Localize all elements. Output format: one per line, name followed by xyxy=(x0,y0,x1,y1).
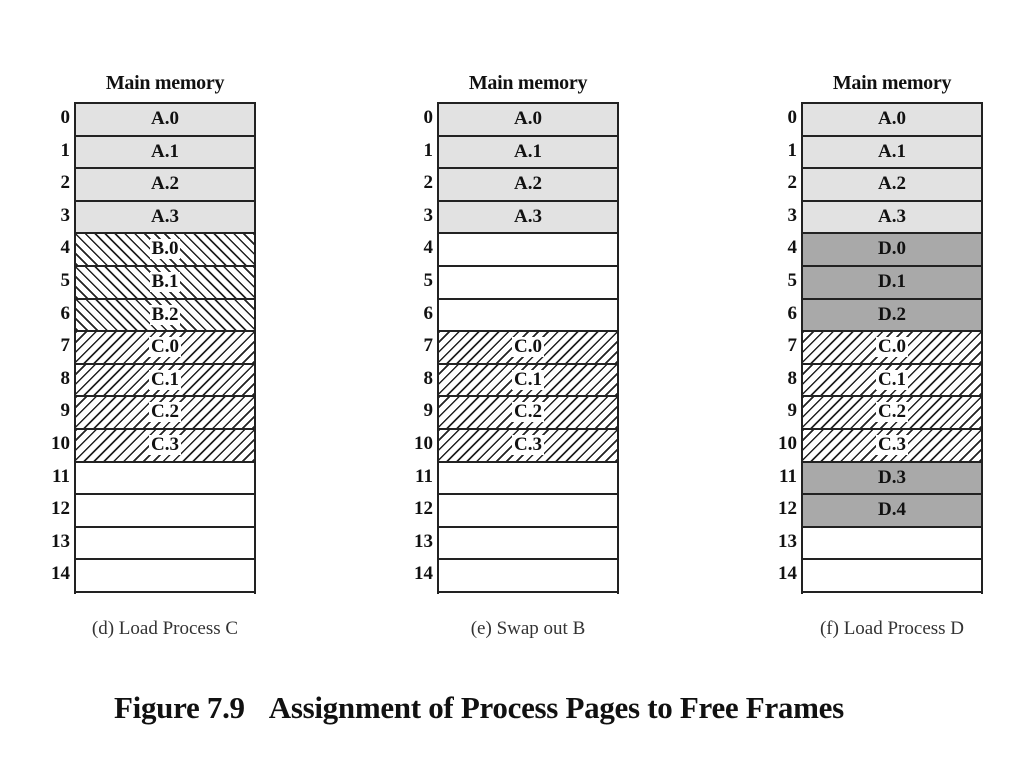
frame-number: 14 xyxy=(778,563,797,585)
page-label: C.0 xyxy=(514,336,542,358)
memory-frame-process-a xyxy=(803,202,981,235)
page-label: A.3 xyxy=(878,205,906,227)
frame-number: 2 xyxy=(60,172,70,194)
memory-frame-stack xyxy=(74,102,256,594)
frame-number: 8 xyxy=(60,367,70,389)
frame-number: 1 xyxy=(60,139,70,161)
page-label: D.3 xyxy=(878,466,906,488)
page-label: A.3 xyxy=(514,205,542,227)
frame-number: 4 xyxy=(60,237,70,259)
memory-frame-process-c xyxy=(76,332,254,365)
frame-number: 3 xyxy=(423,204,433,226)
panel-caption: (f) Load Process D xyxy=(819,618,965,639)
memory-frame-empty xyxy=(76,463,254,496)
frame-number: 0 xyxy=(423,107,433,128)
frame-number: 10 xyxy=(414,432,433,454)
page-label: C.2 xyxy=(514,401,542,423)
frame-number: 2 xyxy=(787,172,797,194)
frame-number-column xyxy=(403,102,433,591)
frame-number: 12 xyxy=(414,498,433,520)
frame-number: 13 xyxy=(778,530,797,552)
memory-frame-process-a xyxy=(439,137,617,170)
figure-caption xyxy=(114,690,844,726)
frame-number: 14 xyxy=(51,563,70,585)
memory-frame-process-a xyxy=(76,202,254,235)
memory-frame-process-d xyxy=(803,234,981,267)
memory-frame-process-c xyxy=(803,397,981,430)
page-label: D.0 xyxy=(878,238,906,260)
frame-number: 5 xyxy=(60,269,70,291)
memory-frame-process-a xyxy=(76,104,254,137)
frame-number: 3 xyxy=(787,204,797,226)
page-label: B.2 xyxy=(151,303,179,325)
frame-number: 11 xyxy=(52,465,70,487)
memory-frame-process-b xyxy=(76,267,254,300)
frame-number: 12 xyxy=(51,498,70,520)
frame-number: 7 xyxy=(787,335,797,357)
page-label: A.3 xyxy=(151,205,179,227)
frame-number: 9 xyxy=(60,400,70,422)
page-label: A.0 xyxy=(878,108,906,129)
memory-frame-empty xyxy=(439,560,617,593)
memory-frame-process-d xyxy=(803,267,981,300)
memory-frame-process-c xyxy=(439,397,617,430)
main-memory-heading: Main memory xyxy=(105,72,225,94)
page-label: D.2 xyxy=(878,303,906,325)
page-label: C.1 xyxy=(878,368,906,390)
frame-number: 12 xyxy=(778,498,797,520)
page-label: A.2 xyxy=(151,173,179,195)
figure-number: Figure 7.9 xyxy=(114,690,245,725)
frame-number: 9 xyxy=(787,400,797,422)
page-label: A.0 xyxy=(151,108,179,129)
memory-frame-process-a xyxy=(803,137,981,170)
frame-number: 9 xyxy=(423,400,433,422)
page-label: A.2 xyxy=(878,173,906,195)
memory-frame-process-d xyxy=(803,463,981,496)
memory-frame-process-b xyxy=(76,300,254,333)
memory-frame-stack xyxy=(801,102,983,594)
memory-frame-process-c xyxy=(803,332,981,365)
frame-number: 11 xyxy=(779,465,797,487)
memory-frame-process-c xyxy=(76,365,254,398)
memory-frame-process-a xyxy=(803,104,981,137)
memory-frame-process-a xyxy=(76,169,254,202)
memory-frame-process-d xyxy=(803,495,981,528)
memory-frame-empty xyxy=(76,528,254,561)
page-label: D.4 xyxy=(878,499,906,521)
page-label: C.1 xyxy=(151,368,179,390)
frame-number: 7 xyxy=(423,335,433,357)
memory-frame-process-a xyxy=(76,137,254,170)
memory-frame-empty xyxy=(439,495,617,528)
frame-number: 6 xyxy=(787,302,797,324)
page-label: A.1 xyxy=(878,140,906,162)
memory-frame-empty xyxy=(803,528,981,561)
memory-frame-process-b xyxy=(76,234,254,267)
memory-frame-stack xyxy=(437,102,619,594)
frame-number: 1 xyxy=(787,139,797,161)
main-memory-heading: Main memory xyxy=(832,72,952,94)
memory-frame-process-d xyxy=(803,300,981,333)
frame-number: 0 xyxy=(787,107,797,128)
frame-number: 5 xyxy=(787,269,797,291)
page-label: C.0 xyxy=(151,336,179,358)
memory-frame-process-c xyxy=(439,430,617,463)
frame-number: 10 xyxy=(51,432,70,454)
frame-number: 13 xyxy=(414,530,433,552)
frame-number: 4 xyxy=(423,237,433,259)
frame-number: 10 xyxy=(778,432,797,454)
page-label: D.1 xyxy=(878,270,906,292)
frame-number: 3 xyxy=(60,204,70,226)
memory-frame-empty xyxy=(439,300,617,333)
page-label: A.0 xyxy=(514,108,542,129)
memory-frame-process-a xyxy=(439,104,617,137)
memory-frame-process-c xyxy=(439,332,617,365)
page-label: A.2 xyxy=(514,173,542,195)
memory-frame-process-a xyxy=(439,202,617,235)
page-label: B.0 xyxy=(151,238,179,260)
page-label: B.1 xyxy=(151,270,179,292)
frame-number: 6 xyxy=(60,302,70,324)
memory-frame-empty xyxy=(803,560,981,593)
page-label: C.0 xyxy=(878,336,906,358)
frame-number: 8 xyxy=(423,367,433,389)
frame-number: 6 xyxy=(423,302,433,324)
page-label: A.1 xyxy=(151,140,179,162)
memory-frame-process-a xyxy=(439,169,617,202)
memory-frame-process-c xyxy=(76,430,254,463)
frame-number-column xyxy=(767,102,797,591)
frame-number: 8 xyxy=(787,367,797,389)
memory-frame-empty xyxy=(76,560,254,593)
page-label: A.1 xyxy=(514,140,542,162)
memory-frame-process-c xyxy=(803,365,981,398)
panel-caption: (d) Load Process C xyxy=(91,618,239,639)
memory-frame-empty xyxy=(439,267,617,300)
frame-number: 1 xyxy=(423,139,433,161)
memory-frame-process-c xyxy=(76,397,254,430)
memory-frame-process-c xyxy=(803,430,981,463)
figure-title: Assignment of Process Pages to Free Frames xyxy=(268,690,844,725)
memory-frame-empty xyxy=(439,463,617,496)
frame-number: 7 xyxy=(60,335,70,357)
page-label: C.2 xyxy=(151,401,179,423)
page-label: C.3 xyxy=(878,433,906,455)
frame-number: 14 xyxy=(414,563,433,585)
frame-number-column xyxy=(40,102,70,591)
frame-number: 5 xyxy=(423,269,433,291)
frame-number: 0 xyxy=(60,107,70,128)
memory-frame-process-c xyxy=(439,365,617,398)
frame-number: 2 xyxy=(423,172,433,194)
frame-number: 13 xyxy=(51,530,70,552)
main-memory-heading: Main memory xyxy=(468,72,588,94)
panel-caption: (e) Swap out B xyxy=(470,618,586,639)
memory-frame-empty xyxy=(439,528,617,561)
page-label: C.3 xyxy=(151,433,179,455)
memory-frame-process-a xyxy=(803,169,981,202)
page-label: C.3 xyxy=(514,433,542,455)
frame-number: 11 xyxy=(415,465,433,487)
memory-frame-empty xyxy=(76,495,254,528)
page-label: C.2 xyxy=(878,401,906,423)
page-label: C.1 xyxy=(514,368,542,390)
frame-number: 4 xyxy=(787,237,797,259)
memory-frame-empty xyxy=(439,234,617,267)
